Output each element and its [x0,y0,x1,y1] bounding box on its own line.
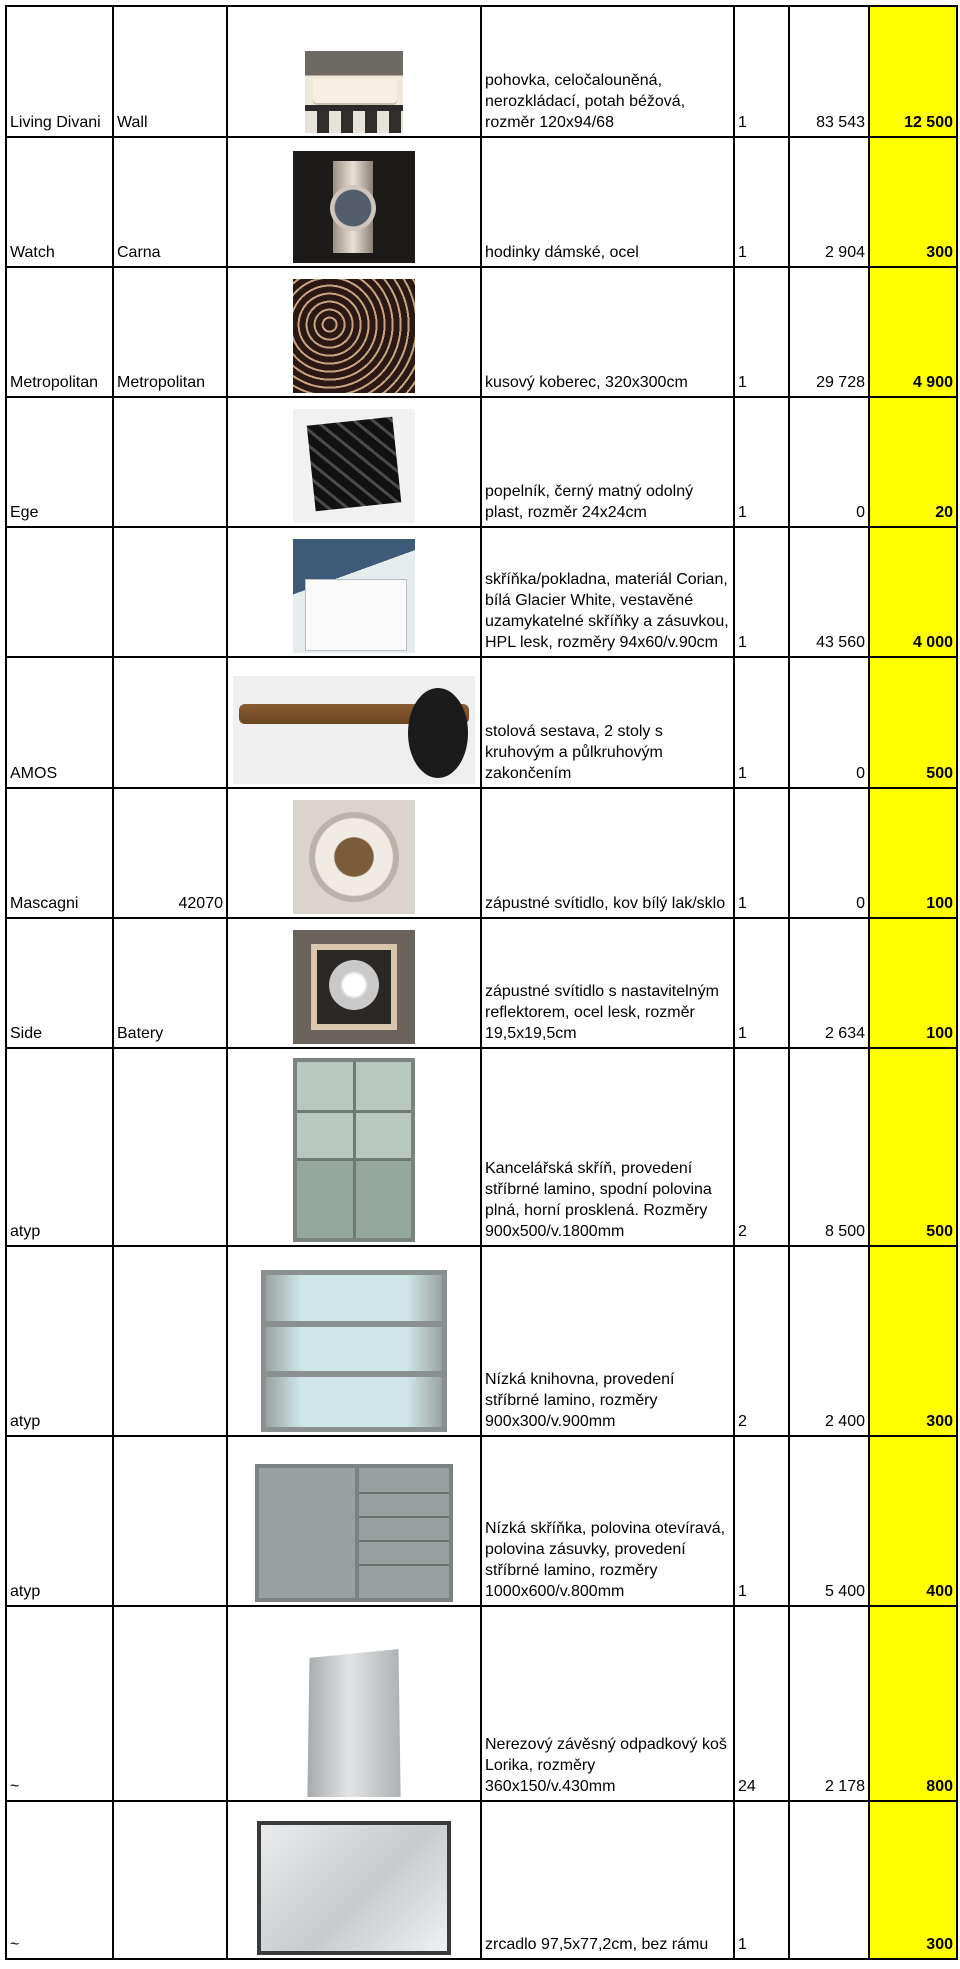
item-price: 0 [789,657,869,788]
item-description: pohovka, celočalouněná, nerozkládací, potah béžová, rozměr 120x94/68 [481,6,734,137]
item-image-cell [227,1246,481,1436]
item-description: zápustné svítidlo, kov bílý lak/sklo [481,788,734,918]
office-cabinet-photo [293,1058,415,1242]
table-row [6,1801,957,1959]
table-row [6,397,957,527]
item-offer-price: 100 [869,918,957,1048]
item-description: kusový koberec, 320x300cm [481,267,734,397]
item-description: popelník, černý matný odolný plast, rozměr 24x24cm [481,397,734,527]
item-name: Ege [6,397,113,527]
spotlight-photo [293,930,415,1044]
item-image-cell [227,918,481,1048]
item-image-cell [227,397,481,527]
bookcase-photo [261,1270,447,1432]
inventory-table [5,5,958,1960]
item-quantity: 1 [734,137,789,267]
item-model [113,1801,227,1959]
item-model [113,1048,227,1246]
item-name: atyp [6,1048,113,1246]
item-quantity: 1 [734,657,789,788]
item-model [113,657,227,788]
item-description: Nerezový závěsný odpadkový koš Lorika, rozměry 360x150/v.430mm [481,1606,734,1801]
item-model [113,1246,227,1436]
item-quantity: 1 [734,788,789,918]
table-row [6,1048,957,1246]
item-image-cell [227,1606,481,1801]
item-model: Wall [113,6,227,137]
desk-photo [233,676,475,784]
item-name: Mascagni [6,788,113,918]
item-offer-price: 300 [869,1246,957,1436]
item-quantity: 1 [734,267,789,397]
table-row [6,657,957,788]
item-price: 2 634 [789,918,869,1048]
item-price: 2 904 [789,137,869,267]
item-model [113,527,227,657]
table-row [6,1246,957,1436]
table-row [6,1606,957,1801]
item-description: zápustné svítidlo s nastavitelným reflektorem, ocel lesk, rozměr 19,5x19,5cm [481,918,734,1048]
table-row [6,788,957,918]
item-description: Nízká skříňka, polovina otevíravá, polovina zásuvky, provedení stříbrné lamino, rozměry 1000x600/v.800mm [481,1436,734,1606]
item-offer-price: 400 [869,1436,957,1606]
item-name: atyp [6,1436,113,1606]
item-image-cell [227,267,481,397]
item-name: atyp [6,1246,113,1436]
table-row [6,918,957,1048]
item-model [113,397,227,527]
item-quantity: 1 [734,918,789,1048]
item-image-cell [227,137,481,267]
item-image-cell [227,527,481,657]
item-quantity: 2 [734,1048,789,1246]
item-quantity: 1 [734,397,789,527]
table-row [6,1436,957,1606]
item-price: 0 [789,397,869,527]
item-name: ~ [6,1606,113,1801]
rug-photo [293,279,415,393]
item-price: 29 728 [789,267,869,397]
item-model [113,1606,227,1801]
item-description: zrcadlo 97,5x77,2cm, bez rámu [481,1801,734,1959]
item-model: 42070 [113,788,227,918]
item-description: skříňka/pokladna, materiál Corian, bílá Glacier White, vestavěné uzamykatelné skříňky a zásuvkou, HPL lesk, rozměry 94x60/v.90cm [481,527,734,657]
item-image-cell [227,1048,481,1246]
table-row [6,137,957,267]
item-description: stolová sestava, 2 stoly s kruhovým a půlkruhovým zakončením [481,657,734,788]
item-name: ~ [6,1801,113,1959]
item-offer-price: 500 [869,657,957,788]
item-quantity: 1 [734,1801,789,1959]
item-price: 43 560 [789,527,869,657]
item-name: Living Divani [6,6,113,137]
item-image-cell [227,657,481,788]
item-name: Side [6,918,113,1048]
item-offer-price: 4 900 [869,267,957,397]
item-offer-price: 800 [869,1606,957,1801]
item-quantity: 2 [734,1246,789,1436]
item-quantity: 1 [734,6,789,137]
item-model [113,1436,227,1606]
item-name: Metropolitan [6,267,113,397]
item-description: Nízká knihovna, provedení stříbrné lamino, rozměry 900x300/v.900mm [481,1246,734,1436]
item-price [789,1801,869,1959]
item-quantity: 24 [734,1606,789,1801]
item-name: AMOS [6,657,113,788]
sofa-photo [305,51,403,133]
item-model: Metropolitan [113,267,227,397]
counter-photo [293,539,415,653]
item-offer-price: 4 000 [869,527,957,657]
item-price: 0 [789,788,869,918]
mirror-photo [257,1821,451,1955]
item-image-cell [227,788,481,918]
item-description: Kancelářská skříň, provedení stříbrné lamino, spodní polovina plná, horní prosklená. Rozměry 900x500/v.1800mm [481,1048,734,1246]
low-cabinet-photo [255,1464,453,1602]
table-row [6,527,957,657]
item-name [6,527,113,657]
item-offer-price: 300 [869,137,957,267]
item-model: Batery [113,918,227,1048]
item-price: 2 178 [789,1606,869,1801]
watch-photo [293,151,415,263]
item-offer-price: 20 [869,397,957,527]
item-image-cell [227,1436,481,1606]
item-price: 83 543 [789,6,869,137]
item-image-cell [227,6,481,137]
table-row [6,267,957,397]
item-quantity: 1 [734,527,789,657]
item-offer-price: 300 [869,1801,957,1959]
waste-bin-photo [301,1649,407,1797]
item-price: 8 500 [789,1048,869,1246]
item-quantity: 1 [734,1436,789,1606]
item-description: hodinky dámské, ocel [481,137,734,267]
item-name: Watch [6,137,113,267]
item-offer-price: 500 [869,1048,957,1246]
ashtray-photo [293,409,415,523]
table-row [6,6,957,137]
item-offer-price: 12 500 [869,6,957,137]
item-price: 5 400 [789,1436,869,1606]
item-offer-price: 100 [869,788,957,918]
lamp-photo [293,800,415,914]
item-model: Carna [113,137,227,267]
item-price: 2 400 [789,1246,869,1436]
item-image-cell [227,1801,481,1959]
